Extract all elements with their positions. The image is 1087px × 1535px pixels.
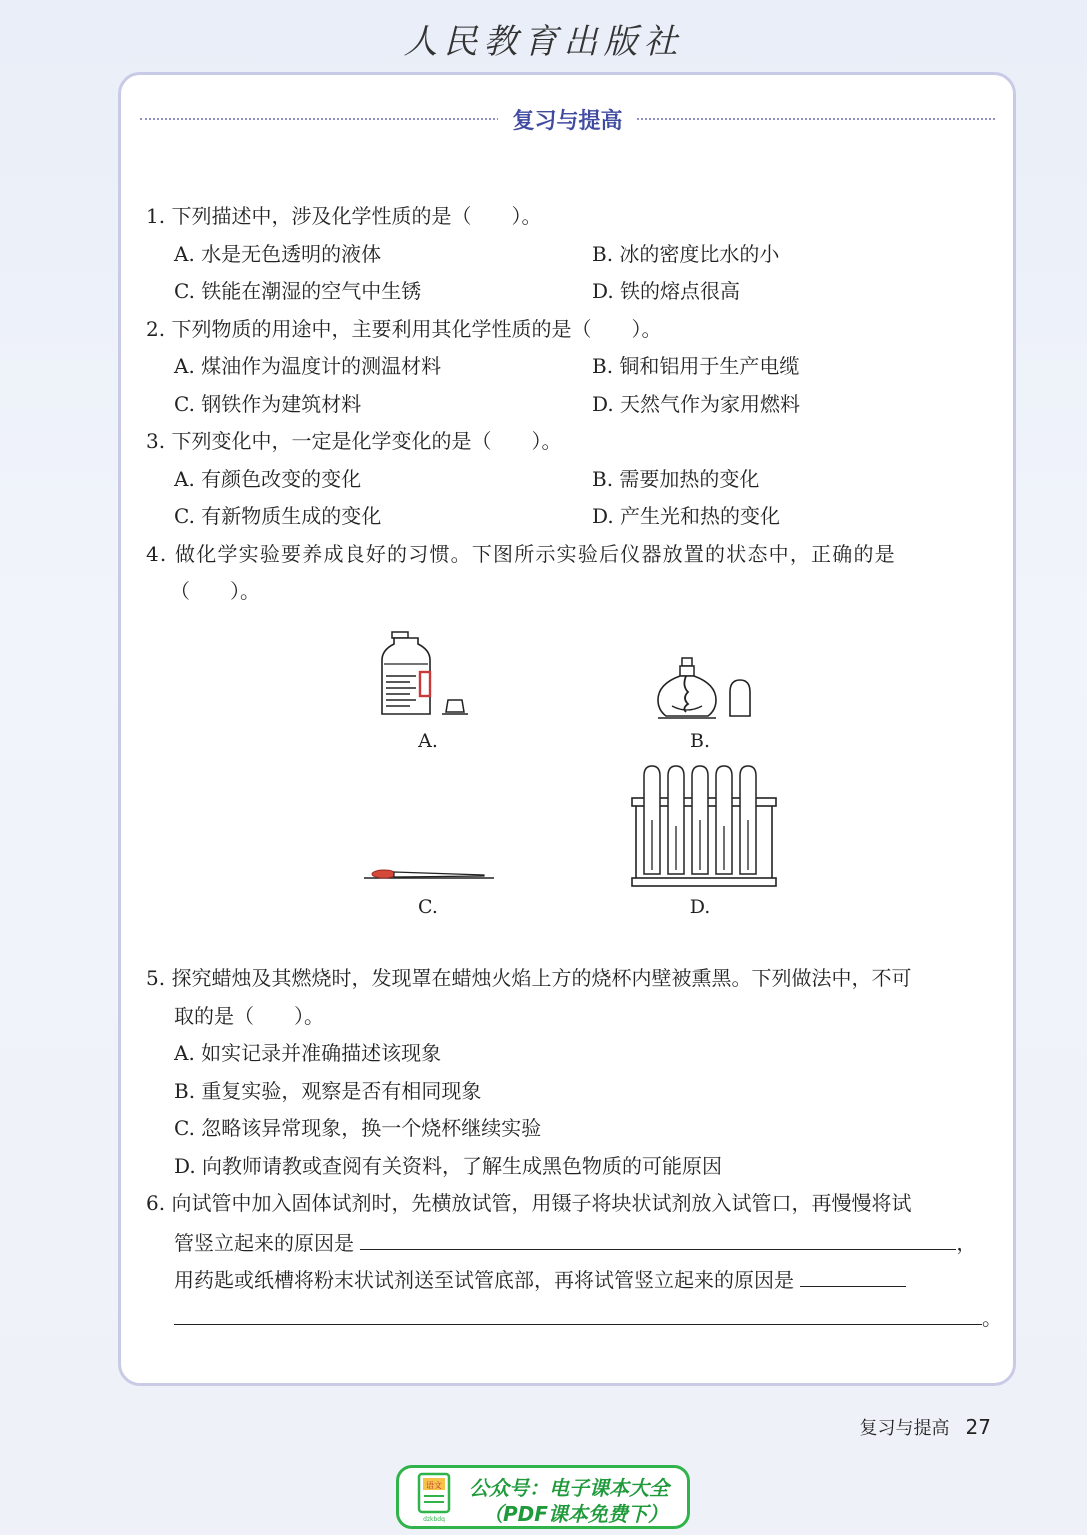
badge-line1: 公众号：电子课本大全 xyxy=(469,1476,669,1500)
figure-d-test-tube-rack xyxy=(630,764,778,888)
book-icon xyxy=(409,1472,459,1524)
q6-line2 xyxy=(174,1229,976,1255)
q3-option-b: B. 需要加热的变化 xyxy=(592,467,760,491)
q5-option-c: C. 忽略该异常现象，换一个烧杯继续实验 xyxy=(174,1116,542,1140)
q5-option-d: D. 向教师请教或查阅有关资料，了解生成黑色物质的可能原因 xyxy=(174,1154,723,1178)
badge-line2: （PDF课本免费下） xyxy=(483,1502,668,1526)
svg-text:语文: 语文 xyxy=(426,1481,442,1490)
q6-answer-blank-3[interactable] xyxy=(174,1304,982,1325)
q6-answer-blank-1[interactable] xyxy=(360,1229,956,1250)
q1-option-d: D. 铁的熔点很高 xyxy=(592,279,741,303)
figure-d-label: D. xyxy=(689,896,711,918)
q4-stem: 4. 做化学实验要养成良好的习惯。下图所示实验后仪器放置的状态中，正确的是 xyxy=(146,542,896,566)
figure-a-label: A. xyxy=(418,730,438,752)
q1-option-a: A. 水是无色透明的液体 xyxy=(174,242,382,266)
content-card xyxy=(118,72,1016,1386)
q1-stem: 1. 下列描述中，涉及化学性质的是（ ）。 xyxy=(146,204,542,228)
section-title: 复习与提高 xyxy=(140,104,995,135)
q2-stem: 2. 下列物质的用途中，主要利用其化学性质的是（ ）。 xyxy=(146,317,662,341)
q1-option-c: C. 铁能在潮湿的空气中生锈 xyxy=(174,279,422,303)
q6-line3 xyxy=(174,1266,906,1292)
svg-text:dzkbdq: dzkbdq xyxy=(423,1516,445,1523)
q5-stem: 5. 探究蜡烛及其燃烧时，发现罩在蜡烛火焰上方的烧杯内壁被熏黑。下列做法中，不可 xyxy=(146,966,912,990)
q6-answer-blank-2[interactable] xyxy=(800,1266,906,1287)
q6-line2-end: ， xyxy=(956,1231,977,1255)
q6-line2-text: 管竖立起来的原因是 xyxy=(174,1231,354,1255)
q2-option-b: B. 铜和铝用于生产电缆 xyxy=(592,354,800,378)
q3-option-d: D. 产生光和热的变化 xyxy=(592,504,781,528)
section-header xyxy=(140,104,995,134)
q5-stem-continued: 取的是（ ）。 xyxy=(174,1004,324,1028)
figure-b-alcohol-lamp xyxy=(652,652,762,724)
page-number: 27 xyxy=(965,1415,991,1439)
figure-a-reagent-bottle xyxy=(370,628,480,722)
q1-option-b: B. 冰的密度比水的小 xyxy=(592,242,780,266)
figure-b-label: B. xyxy=(689,730,710,752)
footer-section-title: 复习与提高 xyxy=(859,1418,950,1439)
q3-option-a: A. 有颜色改变的变化 xyxy=(174,467,362,491)
q5-option-b: B. 重复实验，观察是否有相同现象 xyxy=(174,1079,482,1103)
q5-option-a: A. 如实记录并准确描述该现象 xyxy=(174,1041,442,1065)
q2-option-c: C. 钢铁作为建筑材料 xyxy=(174,392,362,416)
q6-line3-text: 用药匙或纸槽将粉末状试剂送至试管底部，再将试管竖立起来的原因是 xyxy=(174,1268,794,1292)
q3-option-c: C. 有新物质生成的变化 xyxy=(174,504,382,528)
q6-line4 xyxy=(174,1304,1002,1330)
q2-option-d: D. 天然气作为家用燃料 xyxy=(592,392,801,416)
publisher-logo: 人民教育出版社 xyxy=(403,22,684,62)
figure-c-dropper xyxy=(364,860,496,882)
q6-line1: 6. 向试管中加入固体试剂时，先横放试管，用镊子将块状试剂放入试管口，再慢慢将试 xyxy=(146,1191,912,1215)
figure-c-label: C. xyxy=(418,896,438,918)
q6-line4-end: 。 xyxy=(982,1306,1002,1330)
watermark-badge xyxy=(396,1465,690,1529)
q2-option-a: A. 煤油作为温度计的测温材料 xyxy=(174,354,442,378)
q3-stem: 3. 下列变化中，一定是化学变化的是（ ）。 xyxy=(146,429,562,453)
page-footer xyxy=(860,1414,991,1440)
q4-stem-continued: （ ）。 xyxy=(170,579,260,603)
